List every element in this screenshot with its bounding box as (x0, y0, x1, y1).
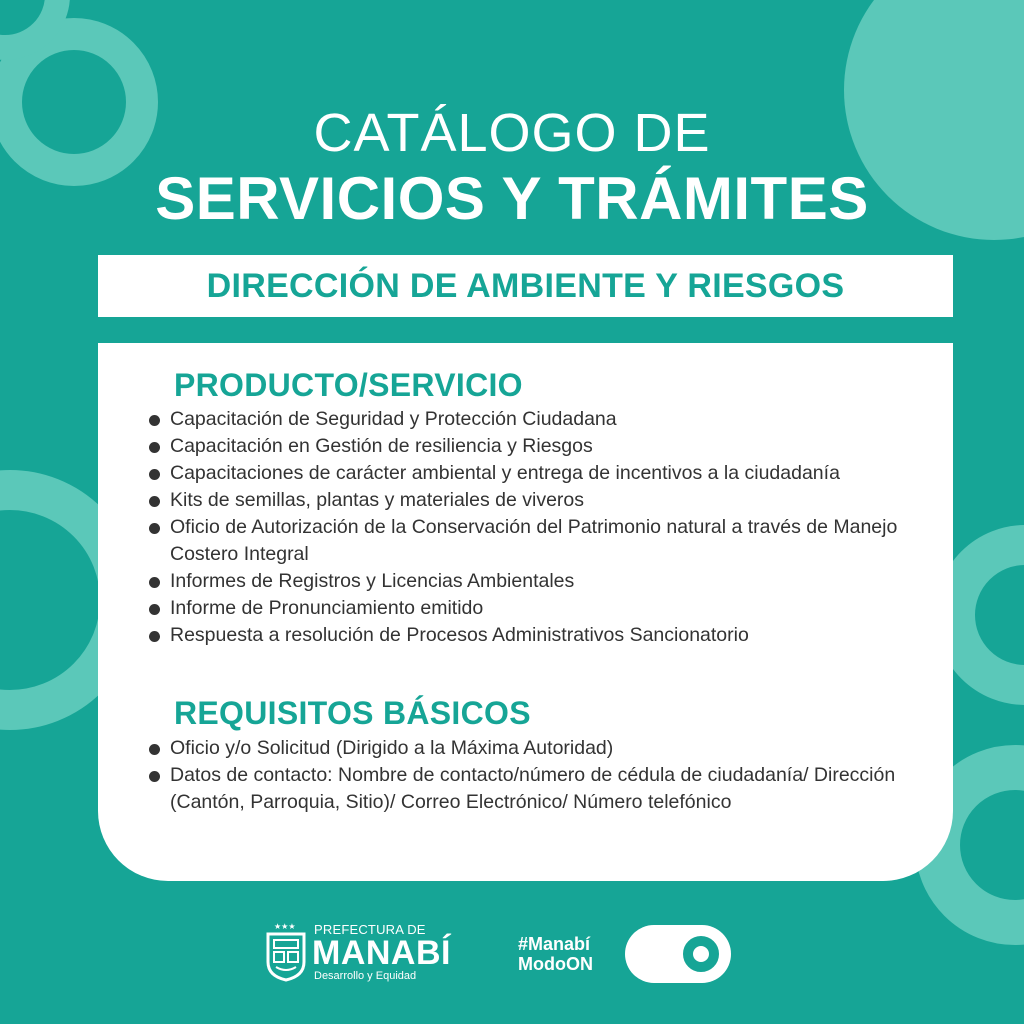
products-list (146, 406, 936, 649)
list-item: Oficio de Autorización de la Conservación del Patrimonio natural a través de Manejo Costero Integral (146, 514, 936, 568)
list-item: Capacitaciones de carácter ambiental y entrega de incentivos a la ciudadanía (146, 460, 936, 487)
list-item: Informes de Registros y Licencias Ambientales (146, 568, 936, 595)
list-item: Datos de contacto: Nombre de contacto/número de cédula de ciudadanía/ Dirección (Cantón, Parroquia, Sitio)/ Correo Electrónico/ Número telefónico (146, 762, 936, 816)
list-item: Capacitación en Gestión de resiliencia y Riesgos (146, 433, 936, 460)
logo-tagline: Desarrollo y Equidad (314, 970, 417, 982)
toggle-on-icon (625, 925, 731, 983)
campaign-hashtag (518, 934, 593, 974)
list-item: Oficio y/o Solicitud (Dirigido a la Máxima Autoridad) (146, 735, 936, 762)
page-title-line2: SERVICIOS Y TRÁMITES (155, 165, 869, 232)
requirements-heading: REQUISITOS BÁSICOS (174, 695, 531, 731)
list-item: Kits de semillas, plantas y materiales de viveros (146, 487, 936, 514)
list-item: Capacitación de Seguridad y Protección Ciudadana (146, 406, 936, 433)
list-item: Informe de Pronunciamiento emitido (146, 595, 936, 622)
svg-text:★★★: ★★★ (274, 922, 296, 931)
coat-of-arms-icon (264, 920, 308, 984)
toggle-knob (683, 936, 719, 972)
products-heading: PRODUCTO/SERVICIO (174, 367, 523, 403)
prefectura-logo (264, 920, 464, 984)
page-title-line1: CATÁLOGO DE (313, 103, 711, 163)
content-card (98, 343, 953, 881)
list-item: Respuesta a resolución de Procesos Administrativos Sancionatorio (146, 622, 936, 649)
requirements-list (146, 735, 936, 816)
department-banner (98, 255, 953, 317)
logo-text-top: PREFECTURA DE (314, 922, 426, 937)
logo-text-main: MANABÍ (312, 934, 451, 972)
department-name: DIRECCIÓN DE AMBIENTE Y RIESGOS (206, 266, 845, 305)
hashtag-line2: ModoON (518, 954, 593, 974)
hashtag-line1: #Manabí (518, 934, 591, 954)
